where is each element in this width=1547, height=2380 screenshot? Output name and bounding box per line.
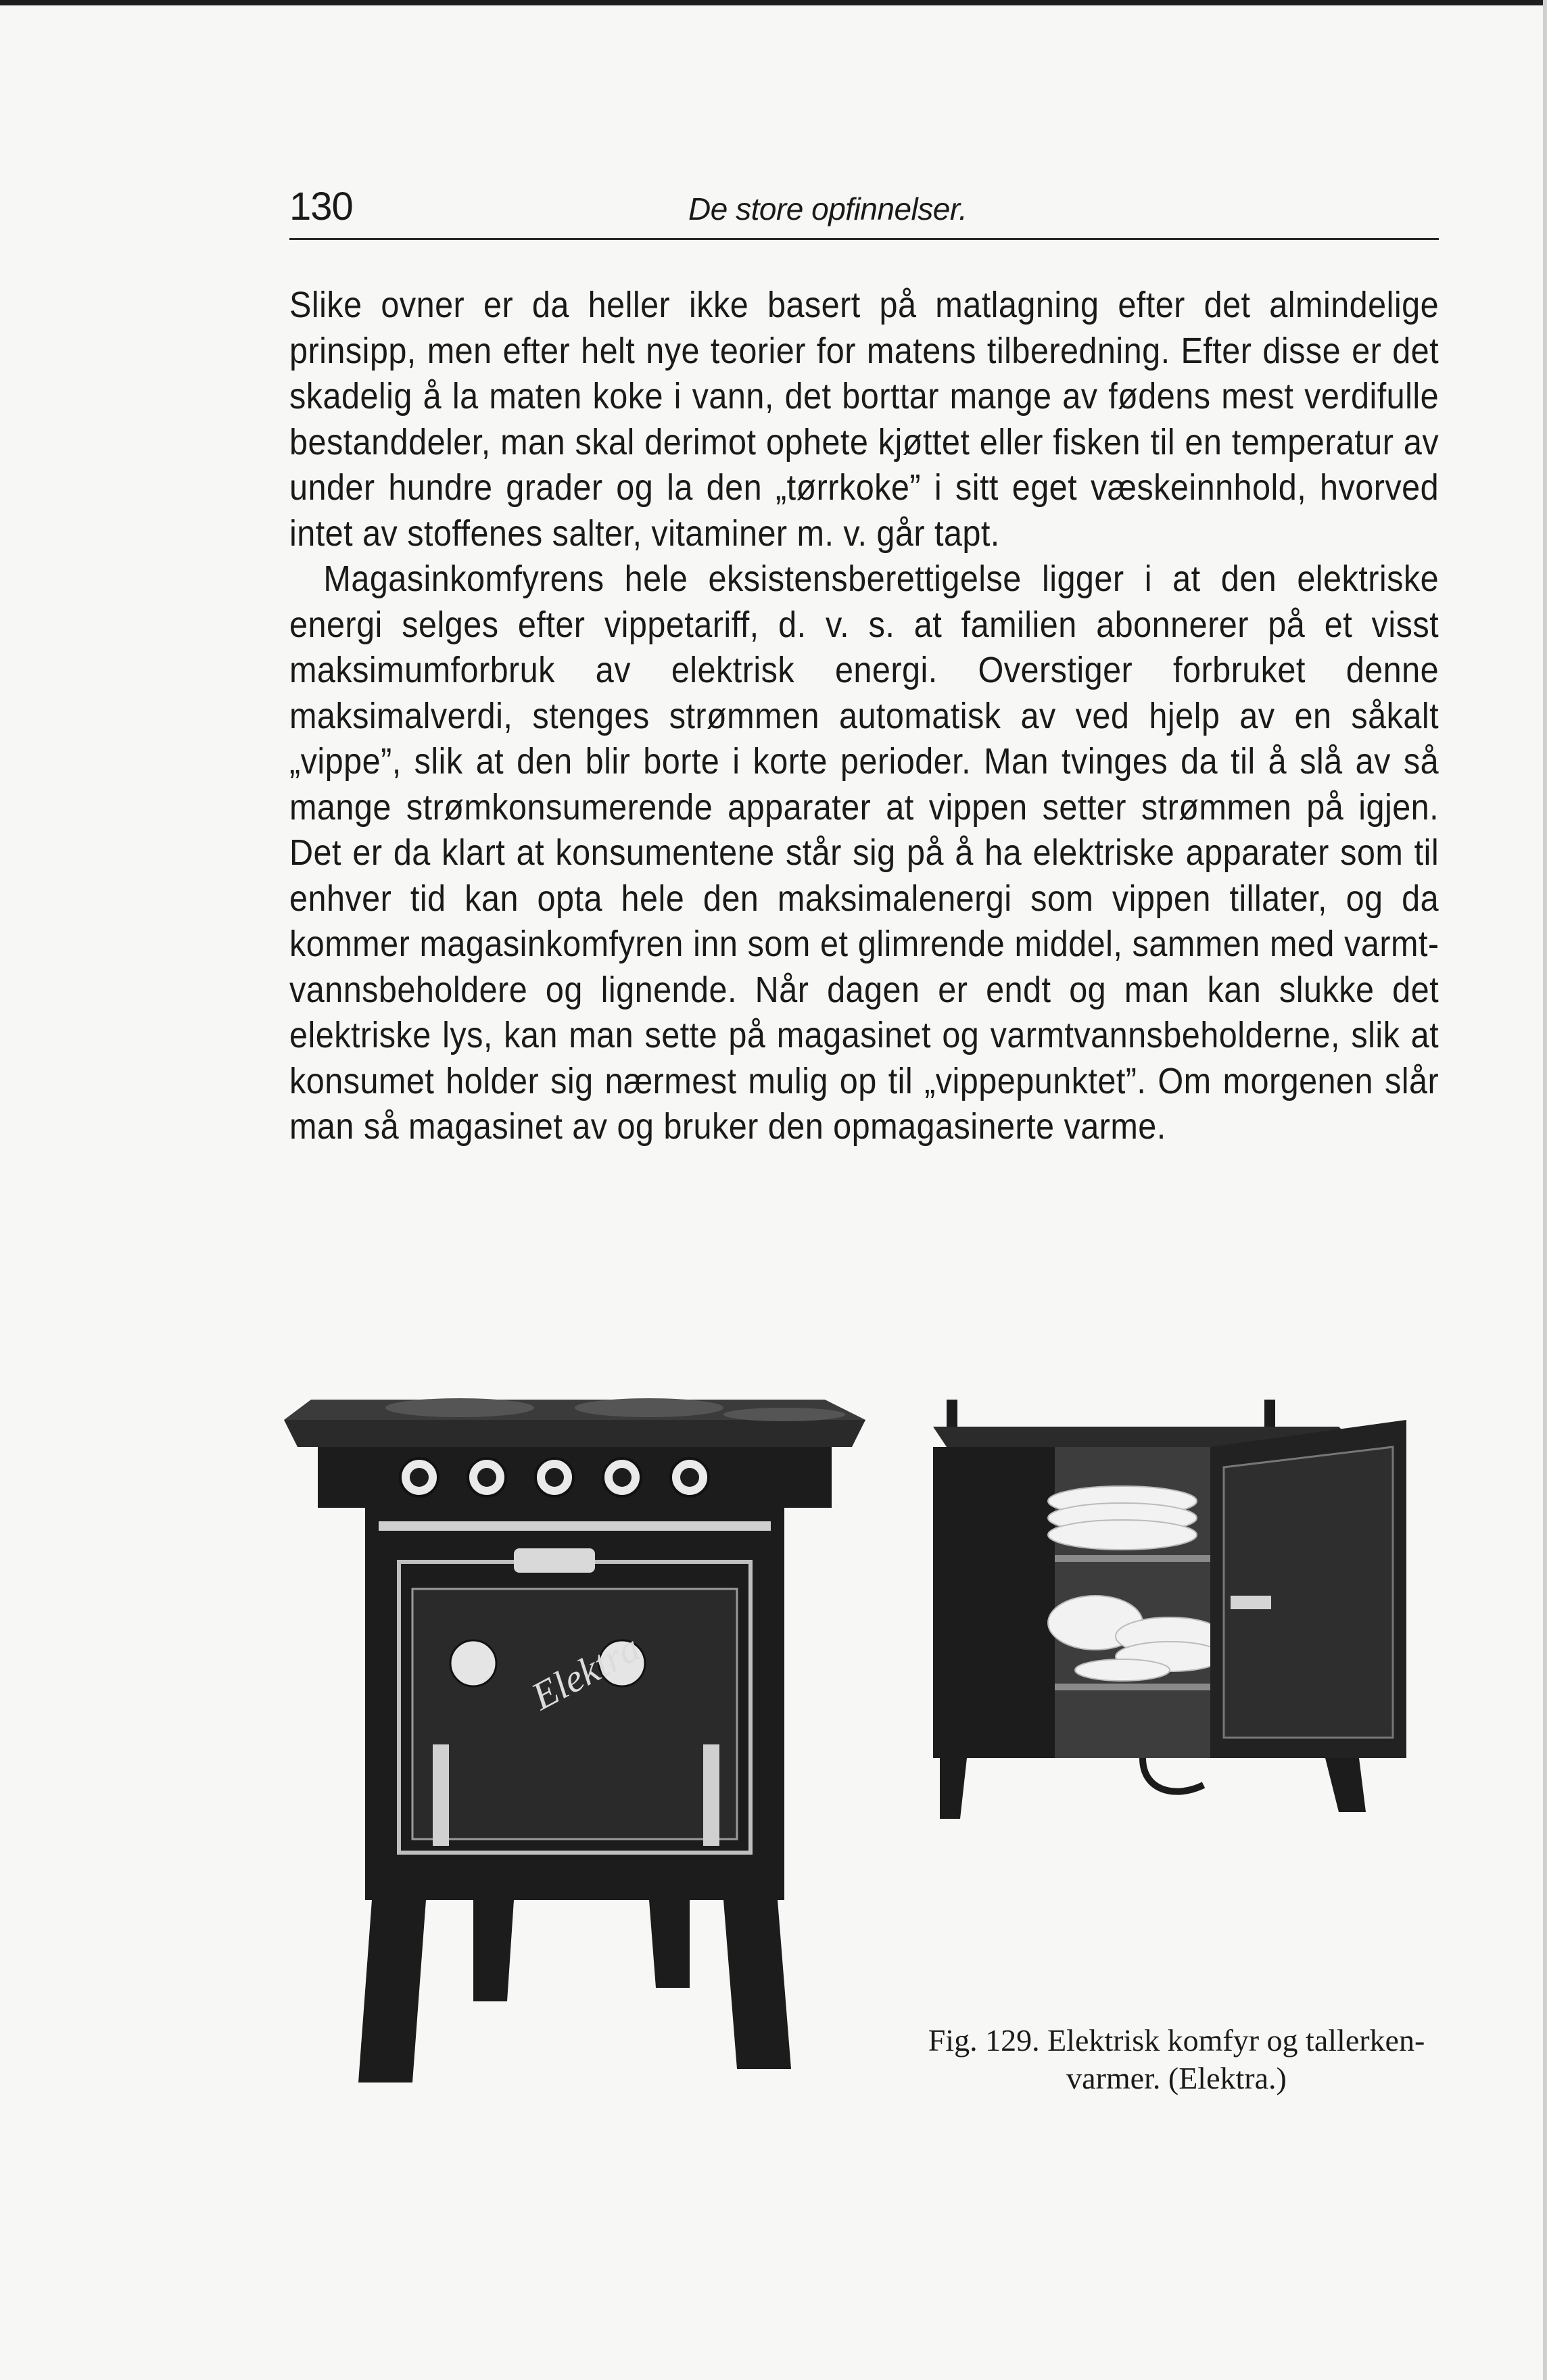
electric-stove-image bbox=[270, 1393, 879, 2103]
running-head bbox=[289, 184, 1439, 238]
scan-top-edge bbox=[0, 0, 1547, 5]
paragraph-2: Magasinkomfyrens hele eksistensberettigelse ligger i at den elektriske energi selges efter vippetariff, d. v. s. at familien abonnerer på et visst maksimumforbruk av elektrisk energi. Overstiger forbruket denne maksimalverdi, stenges strømmen automatisk av ved hjelp av en såkalt „vippe”, slik at den blir borte i korte perioder. Man tvinges da til å slå av så mange strømkonsumerende apparater at vippen setter strømmen på igjen. Det er da klart at konsumentene står sig på å ha elektriske apparater som til enhver tid kan opta hele den maksimalenergi som vippen tillater, og da kommer magasinkomfyren inn som et glimrende middel, sammen med varmtvannsbeholdere og lignende. Når dagen er endt og man kan slukke det elektriske lys, kan man sette på magasinet og varmtvannsbeholderne, slik at konsumet holder sig nærmest mulig op til „vippepunktet”. Om morgenen slår man så magasinet av og bruker den opmagasinerte varme. bbox=[289, 558, 1439, 1147]
running-title: De store opfinnelser. bbox=[688, 191, 968, 227]
caption-line-2: varmer. (Elektra.) bbox=[1066, 2061, 1287, 2095]
scan-right-edge bbox=[1543, 0, 1547, 2380]
plate-warmer-image bbox=[920, 1379, 1460, 1853]
header-rule bbox=[289, 238, 1439, 240]
caption-line-1: Fig. 129. Elektrisk komfyr og tallerken- bbox=[928, 2023, 1425, 2057]
body-text bbox=[289, 283, 1439, 1150]
page-number: 130 bbox=[289, 185, 353, 229]
stove-brand-label: Elektra bbox=[524, 1625, 647, 1719]
paragraph-1: Slike ovner er da heller ikke basert på matlagning efter det almindelige prinsipp, men efter helt nye teorier for matens tilberedning. Efter disse er det skadelig å la maten koke i vann, det borttar mange av fødens mest verdifulle bestanddeler, man skal derimot ophete kjøttet eller fisken til en temperatur av under hundre grader og la den „tørrkoke” i sitt eget væskeinnhold, hvorved intet av stoffenes salter, vitaminer m. v. går tapt. bbox=[289, 285, 1439, 554]
figure-caption bbox=[892, 2022, 1460, 2097]
figure-129 bbox=[257, 1379, 1474, 2110]
